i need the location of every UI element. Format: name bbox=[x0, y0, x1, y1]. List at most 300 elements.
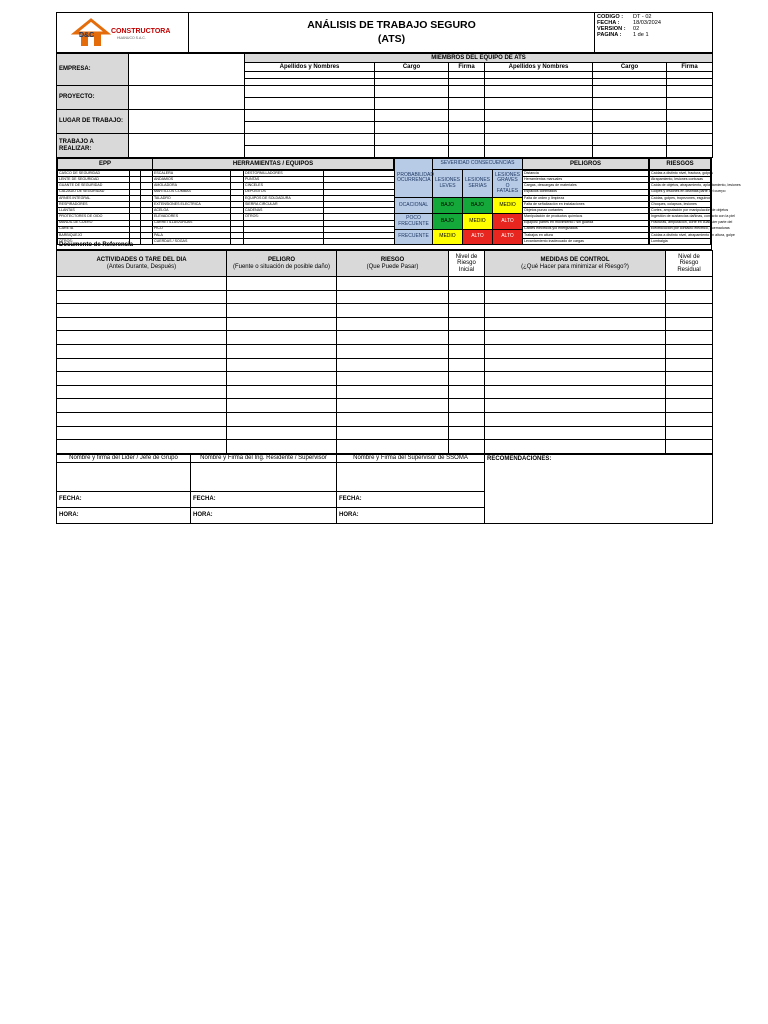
epp-section bbox=[57, 158, 152, 245]
medida-cell[interactable] bbox=[485, 385, 666, 399]
tools-list bbox=[152, 170, 395, 245]
activity-row bbox=[57, 304, 713, 318]
team-cell[interactable] bbox=[449, 134, 485, 146]
nivel-residual-header bbox=[666, 251, 713, 277]
lugar-label: LUGAR DE TRABAJO: bbox=[57, 110, 129, 134]
sev-col: LESIONES SERIAS bbox=[463, 170, 493, 198]
tool-check[interactable] bbox=[231, 239, 244, 245]
peligro-cell[interactable] bbox=[227, 412, 337, 426]
team-cell[interactable] bbox=[245, 79, 375, 86]
team-cell[interactable] bbox=[593, 134, 667, 146]
meta-value: 1 de 1 bbox=[633, 32, 649, 39]
peligro-cell[interactable] bbox=[227, 277, 337, 291]
doc-title-cell bbox=[189, 13, 595, 53]
riesgos-section bbox=[649, 158, 741, 245]
activity-row bbox=[57, 290, 713, 304]
team-cell[interactable] bbox=[593, 79, 667, 86]
team-cell[interactable] bbox=[667, 110, 713, 122]
nivel-residual-cell[interactable] bbox=[666, 412, 713, 426]
header-table bbox=[56, 12, 713, 53]
activity-row bbox=[57, 426, 713, 440]
activity-row bbox=[57, 399, 713, 413]
prob-row-label: FRECUENTE bbox=[395, 230, 433, 245]
recomendaciones-label: RECOMENDACIONES: bbox=[487, 455, 552, 462]
medidas-header bbox=[485, 251, 666, 277]
team-cell[interactable] bbox=[375, 122, 449, 134]
activities-table bbox=[56, 250, 713, 454]
nivel-inicial-cell[interactable] bbox=[449, 372, 485, 386]
tool-item: CINCELES bbox=[244, 183, 324, 189]
severity-title: SEVERIDAD CONSECUENCIAS bbox=[433, 159, 523, 170]
team-cell[interactable] bbox=[449, 98, 485, 110]
peligro-cell[interactable] bbox=[227, 358, 337, 372]
nivel-inicial-cell[interactable] bbox=[449, 344, 485, 358]
meta-value: DT - 02 bbox=[633, 14, 652, 20]
tool-check[interactable] bbox=[324, 239, 395, 245]
epp-list bbox=[57, 170, 153, 245]
activity-cell[interactable] bbox=[57, 372, 227, 386]
reference-block bbox=[56, 158, 741, 250]
riesgo-item: Atrapamiento, lesiones contusas bbox=[650, 177, 711, 183]
team-cell[interactable] bbox=[245, 110, 375, 122]
proyecto-label: PROYECTO: bbox=[57, 86, 129, 110]
team-cell[interactable] bbox=[667, 122, 713, 134]
prob-label: PROBABILIDAD OCURRENCIA bbox=[395, 159, 433, 198]
tool-item: AMOLADORA bbox=[153, 183, 231, 189]
epp-item: LLANTAS bbox=[58, 208, 130, 214]
peligro-header-sub: (Fuente o situación de posible daño) bbox=[232, 263, 331, 270]
nivel-inicial-cell[interactable] bbox=[449, 440, 485, 454]
medida-cell[interactable] bbox=[485, 412, 666, 426]
team-cell[interactable] bbox=[667, 86, 713, 98]
activity-cell[interactable] bbox=[57, 399, 227, 413]
tool-item: TALADRO bbox=[153, 195, 231, 201]
meta-label: VERSION : bbox=[597, 26, 626, 33]
tool-item: CARRETILLAS/GRUAS bbox=[153, 220, 231, 226]
sev-col: LESIONES LEVES bbox=[433, 170, 463, 198]
riesgo-item: Electrocución por contacto eléctrico, quemaduras bbox=[651, 226, 730, 231]
team-cell[interactable] bbox=[375, 110, 449, 122]
peligro-item-row bbox=[523, 239, 649, 245]
nivel-residual-cell[interactable] bbox=[666, 440, 713, 454]
trabajo-label bbox=[57, 134, 129, 158]
riesgo-item-row bbox=[650, 239, 711, 245]
peligro-cell[interactable] bbox=[227, 440, 337, 454]
activity-cell[interactable] bbox=[57, 290, 227, 304]
nivel-inicial-cell[interactable] bbox=[449, 277, 485, 291]
team-cell[interactable] bbox=[449, 79, 485, 86]
fecha-field-3[interactable]: FECHA: bbox=[337, 491, 485, 507]
activity-row bbox=[57, 344, 713, 358]
peligro-item: Manipulación de productos químicos bbox=[523, 214, 649, 220]
peligro-item: Cables eléctricos y/o energizados bbox=[523, 226, 649, 232]
tool-item: SIERRA CIRCULAR bbox=[244, 201, 324, 207]
peligro-cell[interactable] bbox=[227, 344, 337, 358]
medidas-header-title: MEDIDAS DE CONTROL bbox=[540, 256, 610, 263]
tool-item: PUNTAS bbox=[244, 177, 324, 183]
doc-title: ANÁLISIS DE TRABAJO SEGURO bbox=[307, 18, 476, 31]
team-cell[interactable] bbox=[667, 79, 713, 86]
riesgo-cell[interactable] bbox=[337, 385, 449, 399]
tool-item: DEPOSITOS bbox=[244, 189, 324, 195]
medida-cell[interactable] bbox=[485, 304, 666, 318]
team-cell[interactable] bbox=[245, 122, 375, 134]
team-cell[interactable] bbox=[245, 134, 375, 146]
riesgo-item: Ingestión de sustancias dañinas, contacto con la piel bbox=[651, 214, 735, 219]
tool-item: EXTENSIONES ELECTRICA bbox=[153, 201, 231, 207]
team-cell[interactable] bbox=[449, 72, 485, 79]
risk-level-cell: ALTO bbox=[463, 230, 493, 245]
team-cell[interactable] bbox=[375, 86, 449, 98]
team-cell[interactable] bbox=[375, 98, 449, 110]
team-cell[interactable] bbox=[667, 98, 713, 110]
activity-cell[interactable] bbox=[57, 277, 227, 291]
sig-ssoma-field[interactable] bbox=[337, 462, 485, 491]
peligro-item: Equipos/ partes en movimiento / sin guarda bbox=[523, 220, 649, 226]
risk-level-cell: BAJO bbox=[433, 198, 463, 214]
epp-title: EPP bbox=[58, 159, 153, 170]
tool-item: PICO bbox=[153, 226, 231, 232]
meta-label: PAGINA : bbox=[597, 32, 622, 39]
activity-cell[interactable] bbox=[57, 317, 227, 331]
risk-level-cell: BAJO bbox=[463, 198, 493, 214]
peligros-list bbox=[522, 170, 649, 245]
fecha-field-2[interactable]: FECHA: bbox=[191, 491, 337, 507]
activity-row bbox=[57, 277, 713, 291]
riesgo-cell[interactable] bbox=[337, 331, 449, 345]
nivel-inicial-cell[interactable] bbox=[449, 426, 485, 440]
act-header-title: ACTIVIDADES O TARE DEL DIA bbox=[96, 256, 187, 263]
peligro-cell[interactable] bbox=[227, 426, 337, 440]
recomendaciones[interactable] bbox=[485, 454, 713, 523]
team-cell[interactable] bbox=[593, 122, 667, 134]
hora-field-2[interactable]: HORA: bbox=[191, 507, 337, 523]
medida-cell[interactable] bbox=[485, 331, 666, 345]
epp-item: ARNES INTEGRAL bbox=[58, 195, 130, 201]
nivel-residual-cell[interactable] bbox=[666, 277, 713, 291]
logo bbox=[57, 13, 189, 53]
sig-residente-label: Nombre y Firma del Ing. Residente / Supervisor bbox=[191, 454, 337, 462]
riesgo-cell[interactable] bbox=[337, 344, 449, 358]
nivel-inicial-text: Nivel de Riesgo Inicial bbox=[455, 253, 478, 273]
activity-cell[interactable] bbox=[57, 426, 227, 440]
risk-level-cell: ALTO bbox=[493, 230, 523, 245]
riesgo-item: Cortes, amputación por manipulación de objetos bbox=[651, 207, 729, 212]
medidas-header-sub: (¿Qué Hacer para minimizar el Riesgo?) bbox=[521, 263, 629, 270]
logo-brand: CONSTRUCTORA bbox=[111, 27, 171, 35]
peligro-cell[interactable] bbox=[227, 399, 337, 413]
tools-section bbox=[152, 158, 394, 245]
riesgo-header-sub: (Que Puede Pasar) bbox=[366, 263, 419, 270]
medida-cell[interactable] bbox=[485, 440, 666, 454]
epp-item: MANDIL DE CUERO bbox=[58, 220, 130, 226]
riesgo-cell[interactable] bbox=[337, 304, 449, 318]
riesgo-item: Fracturas, amputación, corte en cualquier parte del bbox=[651, 220, 733, 225]
info-team-table bbox=[56, 53, 713, 158]
tools-title: HERRAMIENTAS / EQUIPOS bbox=[153, 159, 394, 170]
riesgo-cell[interactable] bbox=[337, 440, 449, 454]
epp-item: CARETA bbox=[58, 226, 130, 232]
team-cell[interactable] bbox=[485, 110, 593, 122]
medida-cell[interactable] bbox=[485, 399, 666, 413]
meta-value: 02 bbox=[633, 26, 640, 33]
riesgo-cell[interactable] bbox=[337, 412, 449, 426]
activity-cell[interactable] bbox=[57, 412, 227, 426]
peligro-item: Trabajos en altura bbox=[523, 232, 649, 238]
lugar-field[interactable] bbox=[129, 110, 245, 134]
nivel-inicial-cell[interactable] bbox=[449, 290, 485, 304]
team-cell[interactable] bbox=[375, 79, 449, 86]
nivel-residual-cell[interactable] bbox=[666, 358, 713, 372]
team-cell[interactable] bbox=[485, 79, 593, 86]
ats-form bbox=[56, 12, 741, 524]
logo-subtitle: HUANUCO S.A.C. bbox=[117, 35, 146, 40]
risk-level-cell: MEDIO bbox=[493, 198, 523, 214]
peligro-cell[interactable] bbox=[227, 290, 337, 304]
meta-value: 18/03/2024 bbox=[633, 20, 661, 27]
peligro-header-title: PELIGRO bbox=[267, 256, 295, 263]
nivel-residual-cell[interactable] bbox=[666, 372, 713, 386]
team-cell[interactable] bbox=[667, 72, 713, 79]
riesgo-item: Caídas a distinto nivel, fractura, golpes bbox=[651, 170, 713, 175]
team-cell[interactable] bbox=[485, 122, 593, 134]
tool-item: CUERDAS / SOGAS bbox=[153, 239, 231, 245]
sig-lider-field[interactable] bbox=[57, 462, 191, 491]
team-cell[interactable] bbox=[485, 146, 593, 158]
act-header bbox=[57, 251, 227, 277]
peligro-item: Espacios confinados bbox=[523, 189, 649, 195]
tool-item: PALA bbox=[153, 232, 231, 238]
proyecto-field[interactable] bbox=[129, 86, 245, 110]
medida-cell[interactable] bbox=[485, 290, 666, 304]
riesgo-item: Caídas a distinto nivel, atrapamiento en altura, golpe bbox=[651, 232, 735, 237]
activity-cell[interactable] bbox=[57, 331, 227, 345]
nivel-residual-cell[interactable] bbox=[666, 331, 713, 345]
activity-row bbox=[57, 385, 713, 399]
nivel-residual-cell[interactable] bbox=[666, 290, 713, 304]
risk-level-cell: BAJO bbox=[433, 214, 463, 230]
riesgo-header bbox=[337, 251, 449, 277]
nivel-residual-cell[interactable] bbox=[666, 344, 713, 358]
riesgos-list bbox=[649, 170, 741, 245]
prob-row-label: POCO FRECUENTE bbox=[395, 214, 433, 230]
tool-item: ESCALERA bbox=[153, 171, 231, 177]
logo-initials: D&C bbox=[79, 31, 95, 39]
sig-residente-field[interactable] bbox=[191, 462, 337, 491]
epp-item: CASCO DE SEGURIDAD bbox=[58, 171, 130, 177]
sig-lider-label: Nombre y firma del Lider / Jefe de Grupo bbox=[57, 454, 191, 462]
activity-cell[interactable] bbox=[57, 385, 227, 399]
riesgo-cell[interactable] bbox=[337, 358, 449, 372]
tool-item: ELEVADORES bbox=[153, 214, 231, 220]
peligro-cell[interactable] bbox=[227, 372, 337, 386]
risk-level-cell: ALTO bbox=[493, 214, 523, 230]
nivel-inicial-cell[interactable] bbox=[449, 385, 485, 399]
epp-item: BARBIQUEJO bbox=[58, 232, 130, 238]
team-col-name-2: Apellidos y Nombres bbox=[485, 63, 593, 72]
team-cell[interactable] bbox=[245, 98, 375, 110]
team-cell[interactable] bbox=[449, 122, 485, 134]
risk-matrix bbox=[394, 158, 522, 245]
activity-cell[interactable] bbox=[57, 344, 227, 358]
tool-item: ACELGA bbox=[153, 208, 231, 214]
hora-field-3[interactable]: HORA: bbox=[337, 507, 485, 523]
epp-item: GUANTE DE SEGURIDAD bbox=[58, 183, 130, 189]
riesgo-cell[interactable] bbox=[337, 372, 449, 386]
team-title: MIEMBROS DEL EQUIPO DE ATS bbox=[245, 54, 713, 63]
activity-row bbox=[57, 440, 713, 454]
team-cell[interactable] bbox=[485, 72, 593, 79]
team-col-firma-2: Firma bbox=[667, 63, 713, 72]
riesgo-cell[interactable] bbox=[337, 399, 449, 413]
peligro-item: Levantamiento inadecuado de cargas bbox=[523, 239, 649, 245]
nivel-residual-cell[interactable] bbox=[666, 304, 713, 318]
nivel-inicial-cell[interactable] bbox=[449, 358, 485, 372]
peligro-item: Falta de orden y limpieza bbox=[523, 195, 649, 201]
nivel-inicial-cell[interactable] bbox=[449, 412, 485, 426]
peligro-item: Cargas, descargas de materiales bbox=[523, 183, 649, 189]
doc-ref-label: Documento de Referencia bbox=[59, 242, 134, 248]
team-cell[interactable] bbox=[593, 110, 667, 122]
epp-check[interactable] bbox=[141, 239, 153, 245]
riesgo-header-title: RIESGO bbox=[380, 256, 405, 263]
team-cell[interactable] bbox=[449, 146, 485, 158]
sev-col: LESIONES GRAVES O FATALES bbox=[493, 170, 523, 198]
team-cell[interactable] bbox=[375, 72, 449, 79]
peligro-item: Falta de señalización en instalaciones bbox=[523, 201, 649, 207]
riesgo-cell[interactable] bbox=[337, 277, 449, 291]
riesgo-item: Lumbalgia bbox=[650, 239, 711, 245]
risk-level-cell: MEDIO bbox=[433, 230, 463, 245]
team-col-firma: Firma bbox=[449, 63, 485, 72]
doc-meta bbox=[595, 13, 713, 53]
team-cell[interactable] bbox=[485, 86, 593, 98]
team-cell[interactable] bbox=[593, 98, 667, 110]
riesgo-item: Caída de objetos, atrapamiento, aplastamiento, lesiones bbox=[651, 183, 741, 188]
medida-cell[interactable] bbox=[485, 344, 666, 358]
tool-item: MARTILLOS COMBAS bbox=[153, 189, 231, 195]
trabajo-label-text: TRABAJO A REALIZAR: bbox=[59, 138, 94, 152]
tool-item: DESTORNILLADORES bbox=[244, 171, 324, 177]
tool-item: CADENAS bbox=[244, 208, 324, 214]
doc-subtitle: (ATS) bbox=[377, 32, 406, 45]
activity-cell[interactable] bbox=[57, 358, 227, 372]
nivel-inicial-cell[interactable] bbox=[449, 331, 485, 345]
peligro-item: Distancia bbox=[523, 171, 649, 177]
tool-item: ANDAMIOS bbox=[153, 177, 231, 183]
signatures-table bbox=[56, 454, 713, 524]
team-col-cargo: Cargo bbox=[375, 63, 449, 72]
peligro-item: Objetos punzo cortantes bbox=[523, 208, 649, 214]
riesgos-title: RIESGOS bbox=[650, 159, 711, 170]
empresa-label: EMPRESA: bbox=[57, 54, 129, 86]
medida-cell[interactable] bbox=[485, 372, 666, 386]
epp-item: RESPIRADORES bbox=[58, 201, 130, 207]
trabajo-field[interactable] bbox=[129, 134, 245, 158]
team-cell[interactable] bbox=[593, 86, 667, 98]
peligro-cell[interactable] bbox=[227, 385, 337, 399]
meta-label: CODIGO : bbox=[597, 14, 624, 20]
hora-field-1[interactable]: HORA: bbox=[57, 507, 191, 523]
peligros-title: PELIGROS bbox=[523, 159, 649, 170]
activity-cell[interactable] bbox=[57, 304, 227, 318]
tool-row bbox=[153, 239, 395, 245]
team-cell[interactable] bbox=[449, 86, 485, 98]
peligro-cell[interactable] bbox=[227, 304, 337, 318]
riesgo-cell[interactable] bbox=[337, 426, 449, 440]
activity-row bbox=[57, 331, 713, 345]
activity-row bbox=[57, 358, 713, 372]
activity-row bbox=[57, 372, 713, 386]
team-cell[interactable] bbox=[593, 72, 667, 79]
tool-item: OTROS: bbox=[244, 214, 324, 220]
prob-row-label: OCACIONAL bbox=[395, 198, 433, 214]
team-cell[interactable] bbox=[485, 134, 593, 146]
act-header-sub: (Antes Durante, Después) bbox=[106, 263, 177, 270]
riesgo-item: Caídas, golpes, tropezones, esguince bbox=[651, 195, 712, 200]
team-cell[interactable] bbox=[375, 134, 449, 146]
empresa-field[interactable] bbox=[129, 54, 245, 86]
nivel-inicial-cell[interactable] bbox=[449, 399, 485, 413]
nivel-residual-text: Nivel de Riesgo Residual bbox=[677, 253, 701, 273]
team-cell[interactable] bbox=[375, 146, 449, 158]
medida-cell[interactable] bbox=[485, 426, 666, 440]
team-col-cargo-2: Cargo bbox=[593, 63, 667, 72]
nivel-residual-cell[interactable] bbox=[666, 385, 713, 399]
peligro-item: Herramientas manuales bbox=[523, 177, 649, 183]
nivel-inicial-cell[interactable] bbox=[449, 317, 485, 331]
peligro-header bbox=[227, 251, 337, 277]
tool-item bbox=[244, 239, 324, 245]
peligro-cell[interactable] bbox=[227, 317, 337, 331]
fecha-field-1[interactable]: FECHA: bbox=[57, 491, 191, 507]
tool-item: EQUIPOS DE SOLDADURA bbox=[244, 195, 324, 201]
sig-ssoma-label: Nombre y Firma del Supervisor de SSOMA bbox=[337, 454, 485, 462]
team-cell[interactable] bbox=[449, 110, 485, 122]
peligros-section bbox=[522, 158, 649, 245]
activity-row bbox=[57, 412, 713, 426]
team-col-name: Apellidos y Nombres bbox=[245, 63, 375, 72]
team-cell[interactable] bbox=[245, 146, 375, 158]
activity-row bbox=[57, 317, 713, 331]
activity-cell[interactable] bbox=[57, 440, 227, 454]
nivel-residual-cell[interactable] bbox=[666, 317, 713, 331]
riesgo-cell[interactable] bbox=[337, 317, 449, 331]
peligro-cell[interactable] bbox=[227, 331, 337, 345]
team-cell[interactable] bbox=[245, 72, 375, 79]
epp-item: OTROS: bbox=[58, 239, 130, 245]
nivel-inicial-cell[interactable] bbox=[449, 304, 485, 318]
team-cell[interactable] bbox=[593, 146, 667, 158]
medida-cell[interactable] bbox=[485, 358, 666, 372]
epp-item: CALZADO DE SEGURIDAD bbox=[58, 189, 130, 195]
team-cell[interactable] bbox=[485, 98, 593, 110]
team-cell[interactable] bbox=[667, 134, 713, 146]
riesgo-item: Golpes y lesiones en distintas parte del cuerpo bbox=[651, 189, 726, 194]
nivel-inicial-header bbox=[449, 251, 485, 277]
team-cell[interactable] bbox=[245, 86, 375, 98]
medida-cell[interactable] bbox=[485, 317, 666, 331]
nivel-residual-cell[interactable] bbox=[666, 426, 713, 440]
epp-item: PROTECTORES DE OIDO bbox=[58, 214, 130, 220]
risk-level-cell: MEDIO bbox=[463, 214, 493, 230]
riesgo-item: Choques, colapsos, lesiones bbox=[650, 201, 711, 207]
riesgo-cell[interactable] bbox=[337, 290, 449, 304]
medida-cell[interactable] bbox=[485, 277, 666, 291]
team-cell[interactable] bbox=[667, 146, 713, 158]
meta-label: FECHA : bbox=[597, 20, 620, 27]
nivel-residual-cell[interactable] bbox=[666, 399, 713, 413]
